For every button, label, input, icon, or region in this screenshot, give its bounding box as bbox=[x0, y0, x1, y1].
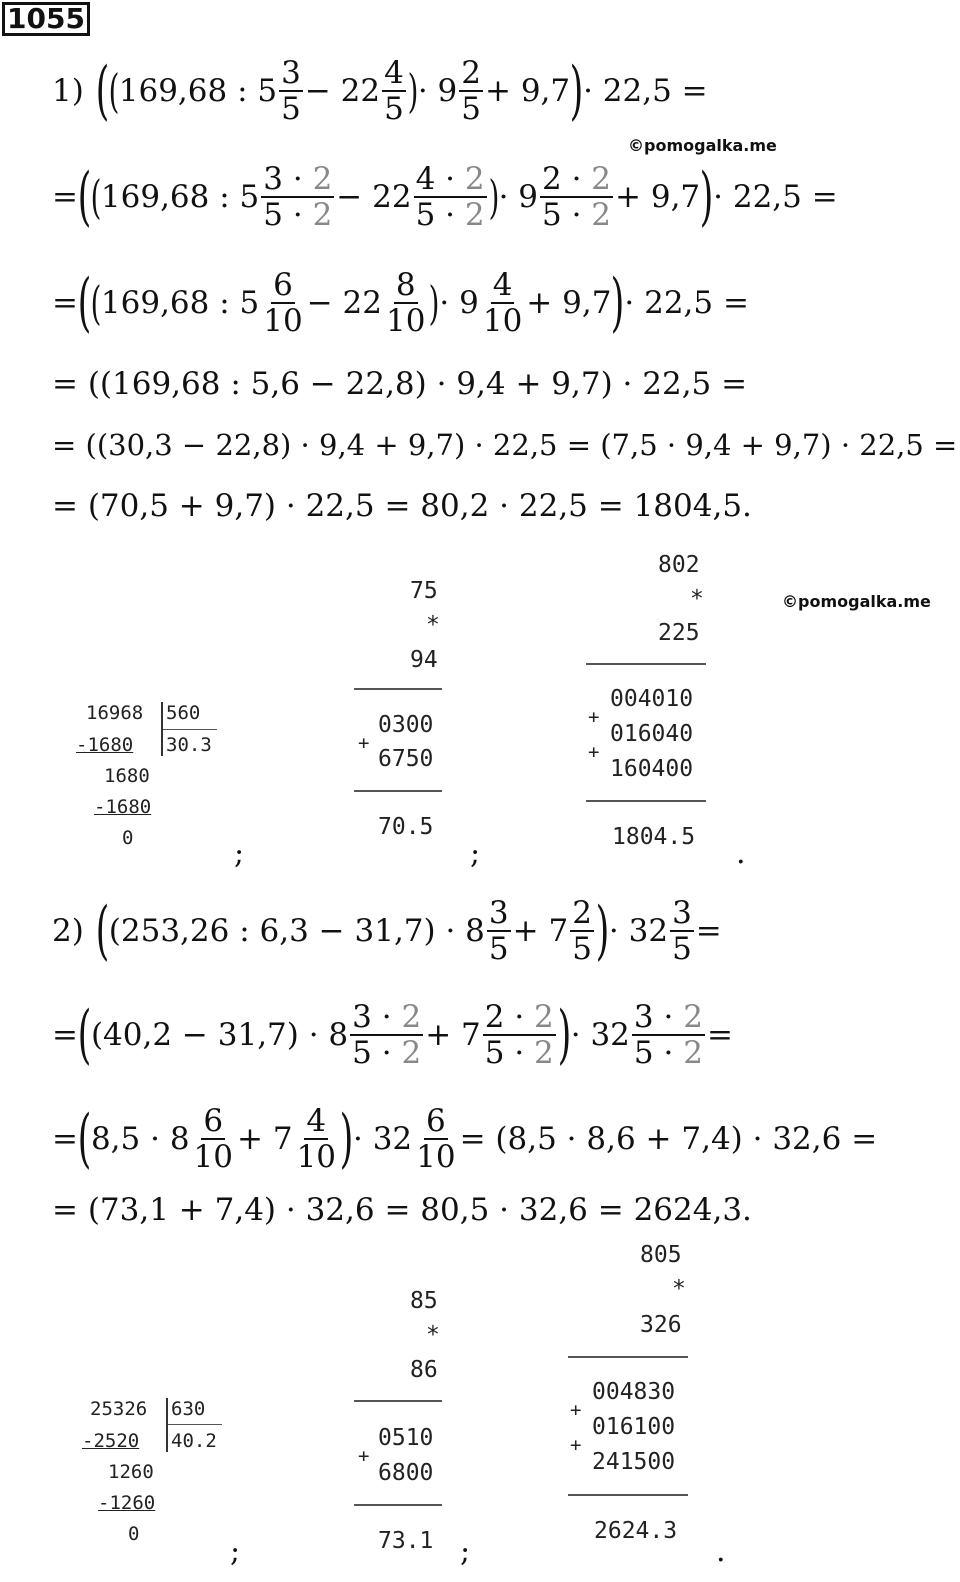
expr: − 22 bbox=[336, 179, 412, 215]
p1-division-rem1: 1680 bbox=[104, 765, 150, 787]
expr: · 32 bbox=[608, 913, 669, 949]
fraction: $\frac{3}{5}$ bbox=[672, 895, 692, 967]
fraction: $\frac{3}{5}$ bbox=[488, 895, 509, 967]
p1-line6: = (70,5 + 9,7) · 22,5 = 80,2 · 22,5 = 1804,5. bbox=[52, 488, 752, 524]
paren: ) bbox=[488, 170, 499, 224]
p2-division-step1: -2520 bbox=[82, 1430, 140, 1452]
plus-sign: + bbox=[588, 706, 600, 728]
p1-mult2-p2: 016040 bbox=[610, 721, 694, 747]
expr: = bbox=[706, 1017, 733, 1053]
p1-line1 bbox=[52, 56, 708, 126]
p2-mult1-op: * bbox=[426, 1322, 440, 1348]
p2-line4: = (73,1 + 7,4) · 32,6 = 80,5 · 32,6 = 2624,3. bbox=[52, 1192, 752, 1228]
p2-line3 bbox=[52, 1104, 877, 1174]
separator: ; bbox=[460, 1534, 471, 1569]
plus-sign: + bbox=[588, 741, 600, 763]
expr: 169,68 : 5 bbox=[100, 285, 260, 321]
fraction: $\frac{3}{5}$ bbox=[281, 55, 301, 127]
expr: (40,2 − 31,7) · 8 bbox=[90, 1017, 349, 1053]
fraction: $\frac{2}{5}$ bbox=[461, 55, 481, 127]
p2-mult2-p3: 241500 bbox=[592, 1449, 676, 1475]
p2-mult1-a: 85 bbox=[410, 1288, 438, 1314]
equals: = bbox=[52, 1121, 78, 1157]
expr: 169,68 : 5 bbox=[118, 73, 278, 109]
p2-mult2-p1: 004830 bbox=[592, 1379, 676, 1405]
p1-line5: = ((30,3 − 22,8) · 9,4 + 9,7) · 22,5 = (7,5 · 9,4 + 9,7) · 22,5 = bbox=[52, 428, 958, 462]
p2-mult2-op: * bbox=[672, 1276, 686, 1302]
expr: + 9,7 bbox=[615, 179, 701, 215]
expr: + 7 bbox=[237, 1121, 293, 1157]
equals: = bbox=[52, 179, 78, 215]
p1-division-divisor: 560 bbox=[166, 702, 201, 724]
paren: ( bbox=[95, 54, 110, 128]
paren: ( bbox=[95, 894, 110, 968]
p1-mult2-p3: 160400 bbox=[610, 756, 694, 782]
p1-mult2-a: 802 bbox=[658, 552, 700, 578]
p1-division-dividend: 16968 bbox=[86, 702, 144, 724]
fraction: $\frac{3 \cdot 2}{5 \cdot 2}$ bbox=[352, 999, 422, 1071]
paren: ( bbox=[90, 276, 102, 330]
p1-division-quotient: 30.3 bbox=[166, 734, 212, 756]
division-bar bbox=[166, 1398, 168, 1452]
p2-mult1-b: 86 bbox=[410, 1357, 438, 1383]
fraction: $\frac{2 \cdot 2}{5 \cdot 2}$ bbox=[542, 161, 612, 233]
p1-division-rem2: 0 bbox=[122, 827, 134, 849]
plus-sign: + bbox=[570, 1434, 582, 1456]
fraction: $\frac{4}{10}$ bbox=[296, 1103, 337, 1175]
fraction: $\frac{6}{10}$ bbox=[263, 267, 303, 339]
separator: . bbox=[736, 836, 746, 871]
paren: ( bbox=[108, 64, 120, 118]
separator: ; bbox=[234, 836, 245, 871]
division-line bbox=[163, 729, 217, 730]
p1-line2 bbox=[52, 162, 838, 232]
p2-mult2-a: 805 bbox=[640, 1242, 682, 1268]
paren: ) bbox=[557, 998, 572, 1072]
p1-division-step2: -1680 bbox=[94, 796, 152, 818]
p1-mult2-op: * bbox=[690, 586, 704, 612]
expr: · 32 bbox=[570, 1017, 630, 1053]
expr: · 32 bbox=[352, 1121, 413, 1157]
paren: ) bbox=[429, 276, 440, 330]
equals: = bbox=[52, 285, 78, 321]
expr: − 22 bbox=[306, 285, 382, 321]
paren: ( bbox=[90, 170, 102, 224]
p2-mult1-p2: 6800 bbox=[378, 1460, 434, 1486]
expr: + 9,7 bbox=[484, 73, 571, 109]
paren: ) bbox=[611, 266, 625, 340]
p2-line2 bbox=[52, 1000, 733, 1070]
paren: ) bbox=[569, 54, 584, 128]
p1-mult2-result: 1804.5 bbox=[612, 824, 696, 850]
expr: · 9 bbox=[439, 285, 479, 321]
p1-mult1-result: 70.5 bbox=[378, 814, 434, 840]
mult-rule bbox=[354, 1504, 442, 1506]
p2-mult1-result: 73.1 bbox=[378, 1528, 434, 1554]
fraction: $\frac{4 \cdot 2}{5 \cdot 2}$ bbox=[415, 161, 485, 233]
expr: + 7 bbox=[512, 913, 569, 949]
mult-rule bbox=[568, 1494, 688, 1496]
mult-rule bbox=[354, 790, 442, 792]
expr: − 22 bbox=[304, 73, 381, 109]
watermark: ©pomogalka.me bbox=[782, 592, 931, 611]
p1-label: 1) bbox=[52, 73, 84, 109]
p2-division-dividend: 25326 bbox=[90, 1398, 148, 1420]
expr: 169,68 : 5 bbox=[100, 179, 260, 215]
separator: ; bbox=[470, 836, 481, 871]
p1-mult1-p2: 6750 bbox=[378, 746, 434, 772]
mult-rule bbox=[586, 663, 706, 665]
p1-division-step1: -1680 bbox=[76, 734, 134, 756]
expr: · 9 bbox=[417, 73, 458, 109]
paren: ) bbox=[339, 1102, 354, 1176]
expr: + 7 bbox=[425, 1017, 481, 1053]
plus-sign: + bbox=[358, 732, 370, 754]
fraction: $\frac{6}{10}$ bbox=[416, 1103, 456, 1175]
fraction: $\frac{8}{10}$ bbox=[386, 267, 426, 339]
division-line bbox=[168, 1424, 222, 1425]
p2-division-rem1: 1260 bbox=[108, 1461, 154, 1483]
paren: ( bbox=[77, 998, 92, 1072]
p2-division-step2: -1260 bbox=[98, 1492, 156, 1514]
paren: ) bbox=[407, 64, 419, 118]
p1-mult1-b: 94 bbox=[410, 647, 438, 673]
fraction: $\frac{3 \cdot 2}{5 \cdot 2}$ bbox=[263, 161, 333, 233]
separator: ; bbox=[230, 1534, 241, 1569]
mult-rule bbox=[586, 800, 706, 802]
paren: ( bbox=[77, 160, 92, 234]
expr: · 9 bbox=[498, 179, 538, 215]
p2-line1 bbox=[52, 896, 722, 966]
p1-line3 bbox=[52, 268, 749, 338]
expr: 8,5 · 8 bbox=[90, 1121, 190, 1157]
p1-line4: = ((169,68 : 5,6 − 22,8) · 9,4 + 9,7) · 22,5 = bbox=[52, 366, 748, 402]
p1-mult2-b: 225 bbox=[658, 620, 700, 646]
p1-mult1-op: * bbox=[426, 612, 440, 638]
paren: ( bbox=[77, 1102, 92, 1176]
mult-rule bbox=[568, 1356, 688, 1358]
expr: = bbox=[695, 913, 722, 949]
paren: ) bbox=[699, 160, 714, 234]
p1-mult2-p1: 004010 bbox=[610, 686, 694, 712]
separator: . bbox=[716, 1534, 726, 1569]
expr: · 22,5 = bbox=[624, 285, 749, 321]
fraction: $\frac{4}{5}$ bbox=[384, 55, 404, 127]
p2-division-rem2: 0 bbox=[128, 1523, 140, 1545]
watermark: ©pomogalka.me bbox=[628, 136, 777, 155]
plus-sign: + bbox=[570, 1399, 582, 1421]
mult-rule bbox=[354, 1400, 442, 1402]
equals: = bbox=[52, 1017, 78, 1053]
fraction: $\frac{2 \cdot 2}{5 \cdot 2}$ bbox=[484, 999, 554, 1071]
p2-mult2-p2: 016100 bbox=[592, 1414, 676, 1440]
paren: ( bbox=[77, 266, 92, 340]
p2-mult1-p1: 0510 bbox=[378, 1425, 434, 1451]
p2-mult2-result: 2624.3 bbox=[594, 1518, 678, 1544]
expr: = (8,5 · 8,6 + 7,4) · 32,6 = bbox=[459, 1121, 878, 1157]
fraction: $\frac{3 \cdot 2}{5 \cdot 2}$ bbox=[633, 999, 703, 1071]
p1-mult1-a: 75 bbox=[410, 578, 438, 604]
fraction: $\frac{6}{10}$ bbox=[193, 1103, 233, 1175]
p2-label: 2) bbox=[52, 913, 84, 949]
expr: · 22,5 = bbox=[583, 73, 708, 109]
p2-division-divisor: 630 bbox=[171, 1398, 206, 1420]
fraction: $\frac{2}{5}$ bbox=[572, 895, 592, 967]
fraction: $\frac{4}{10}$ bbox=[482, 267, 523, 339]
p1-mult1-p1: 0300 bbox=[378, 712, 434, 738]
expr: (253,26 : 6,3 − 31,7) · 8 bbox=[108, 913, 485, 949]
paren: ) bbox=[595, 894, 610, 968]
expr: + 9,7 bbox=[526, 285, 612, 321]
problem-number: 1055 bbox=[2, 2, 90, 36]
p2-mult2-b: 326 bbox=[640, 1312, 682, 1338]
plus-sign: + bbox=[358, 1445, 370, 1467]
mult-rule bbox=[354, 688, 442, 690]
p2-division-quotient: 40.2 bbox=[171, 1430, 217, 1452]
expr: · 22,5 = bbox=[713, 179, 838, 215]
